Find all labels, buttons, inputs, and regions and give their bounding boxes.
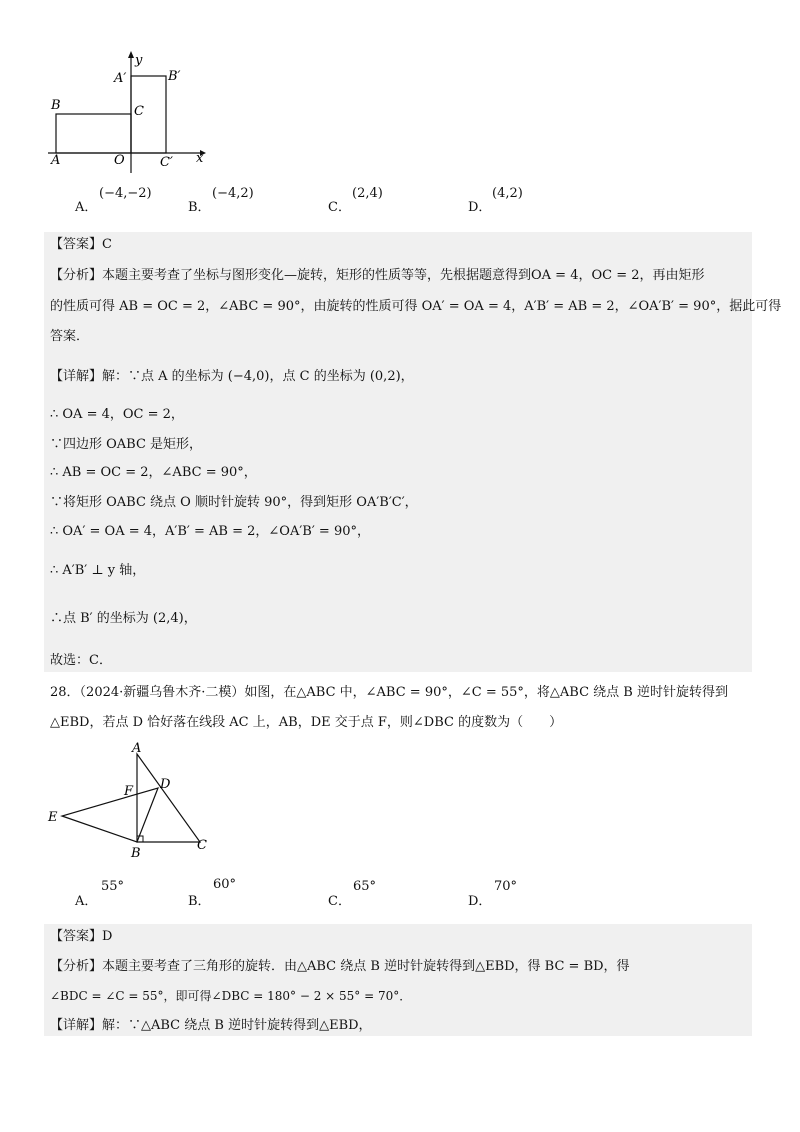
q27-option-d-value: (4,2) (492, 186, 523, 201)
label-o: O (114, 153, 125, 168)
rectangle-oabc (56, 114, 131, 153)
q28-option-a-value: 55° (101, 879, 125, 894)
q27-option-a-letter: A． (75, 200, 98, 215)
q27-detail-line-3: ∵四边形 OABC 是矩形， (50, 437, 203, 452)
q28-analysis-line-1: 【分析】本题主要考查了三角形的旋转．由△ABC 绕点 B 逆时针旋转得到△EBD，得 BC = BD，得 (50, 959, 630, 974)
q28-detail-line-1: 【详解】解：∵△ABC 绕点 B 逆时针旋转得到△EBD， (50, 1018, 372, 1033)
q27-detail-line-7: ∴ A′B′ ⊥ y 轴， (50, 563, 146, 578)
q28-option-b-letter: B． (188, 894, 211, 909)
label-x: x (196, 151, 204, 166)
q27-option-a-value: (−4,−2) (99, 186, 152, 201)
q27-analysis-line-3: 答案． (50, 329, 90, 344)
q27-option-d-letter: D． (468, 200, 492, 215)
q28-analysis-line-2: ∠BDC = ∠C = 55°，即可得∠DBC = 180° − 2 × 55° = 70°． (50, 989, 412, 1003)
label-f: F (124, 784, 134, 799)
q27-detail-line-8: ∴点 B′ 的坐标为 (2,4)， (50, 611, 197, 626)
q28-stem-line-2: △EBD，若点 D 恰好落在线段 AC 上，AB，DE 交于点 F，则∠DBC 的度数为（ ） (50, 715, 563, 730)
label-a: A (132, 742, 142, 756)
label-c: C (197, 838, 207, 853)
q28-option-d-value: 70° (494, 879, 518, 894)
q27-option-b-letter: B． (188, 200, 211, 215)
q28-option-b-value: 60° (213, 877, 237, 892)
q28-option-c-value: 65° (353, 879, 377, 894)
q28-answer: 【答案】D (50, 929, 113, 944)
q27-detail-line-2: ∴ OA = 4，OC = 2， (50, 407, 184, 422)
q28-triangle-figure (40, 742, 220, 862)
q27-analysis-line-1: 【分析】本题主要考查了坐标与图形变化—旋转，矩形的性质等等，先根据题意得到OA = 4，OC = 2，再由矩形 (50, 268, 705, 283)
label-e: E (48, 810, 58, 825)
q28-option-a-letter: A． (75, 894, 98, 909)
q27-option-c-letter: C． (328, 200, 351, 215)
q28-stem-line-1: 28．（2024·新疆乌鲁木齐·二模）如图，在△ABC 中，∠ABC = 90°，∠C = 55°，将△ABC 绕点 B 逆时针旋转得到 (50, 685, 728, 700)
label-a-prime: A′ (114, 71, 127, 86)
label-c-prime: C′ (160, 155, 173, 170)
q27-option-c-value: (2,4) (352, 186, 383, 201)
q27-detail-line-4: ∴ AB = OC = 2，∠ABC = 90°， (50, 465, 257, 480)
triangle-abc (137, 754, 200, 842)
triangle-ebd (62, 788, 158, 842)
q27-coordinate-figure (40, 48, 220, 178)
q27-analysis-line-2: 的性质可得 AB = OC = 2，∠ABC = 90°，由旋转的性质可得 OA′ = OA = 4，A′B′ = AB = 2，∠OA′B′ = 90°，据此可得 (50, 299, 782, 314)
y-axis-arrow-icon (128, 51, 134, 58)
q28-option-d-letter: D． (468, 894, 492, 909)
q28-option-c-letter: C． (328, 894, 351, 909)
label-d: D (160, 777, 171, 792)
q27-detail-line-9: 故选：C． (50, 653, 112, 668)
q27-option-b-value: (−4,2) (212, 186, 254, 201)
q27-detail-line-5: ∵将矩形 OABC 绕点 O 顺时针旋转 90°，得到矩形 OA′B′C′， (50, 495, 418, 510)
label-b-prime: B′ (168, 69, 181, 84)
label-c: C (134, 104, 144, 119)
label-a: A (51, 153, 61, 168)
label-b: B (131, 846, 141, 861)
q27-answer: 【答案】C (50, 237, 112, 252)
label-y: y (135, 53, 143, 68)
q27-detail-line-1: 【详解】解：∵点 A 的坐标为 (−4,0)，点 C 的坐标为 (0,2)， (50, 369, 414, 384)
q27-detail-line-6: ∴ OA′ = OA = 4，A′B′ = AB = 2，∠OA′B′ = 90°， (50, 524, 370, 539)
label-b: B (51, 98, 61, 113)
